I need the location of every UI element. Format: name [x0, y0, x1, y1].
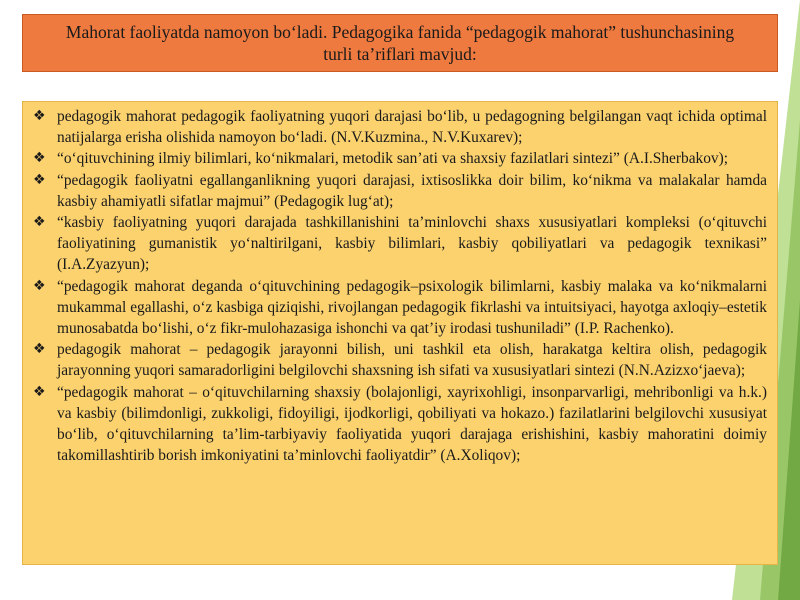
diamond-bullet-icon: ❖ — [33, 277, 46, 294]
list-item-text: pedagogik mahorat pedagogik faoliyatning yuqori darajasi bo‘lib, u pedagogning belgilangan vaqt ichida optimal natijalarga erisha olishida namoyon bo‘ladi. (N.V.Kuzmina., N.V.Kuxarev); — [57, 108, 767, 147]
list-item-text: “pedagogik mahorat deganda o‘qituvchining pedagogik–psixologik bilimlarni, kasbiy malaka va ko‘nikmalarni mukammal egallashi, o‘z kasbiga qiziqishi, rivojlangan pedagogik fikrlashi va intuitsiyaci, hayotga axloqiy–estetik munosabatda bo‘lishi, o‘z fikr-mulohazasiga ishonchi va qat’iy irodasi tushuniladi” (I.P. Rachenko). — [57, 277, 767, 338]
list-item-text: “pedagogik faoliyatni egallanganlikning yuqori darajasi, ixtisoslikka doir bilim, ko‘nikma va malakalar hamda kasbiy ahamiyatli sifatlar majmui” (Pedagogik lug‘at); — [57, 171, 767, 210]
title-banner — [22, 14, 778, 72]
diamond-bullet-icon: ❖ — [33, 383, 46, 400]
list-item — [31, 170, 767, 212]
list-item — [31, 106, 767, 148]
list-item-text: “o‘qituvchining ilmiy bilimlari, ko‘nikmalari, metodik san’ati va shaxsiy fazilatlari sintezi” (A.I.Sherbakov); — [57, 150, 729, 168]
list-item-text: “kasbiy faoliyatning yuqori darajada tashkillanishini ta’minlovchi shaxs xususiyatlari kompleksi (o‘qituvchi faoliyatining gumanistik yo‘naltirilgani, kasbiy bilimlari, kasbiy qobiliyatlari va pedagogik texnikasi” (I.A.Zyazyun); — [57, 214, 767, 274]
diamond-bullet-icon: ❖ — [33, 214, 46, 231]
list-item — [31, 339, 767, 381]
definitions-list — [31, 106, 767, 466]
diamond-bullet-icon: ❖ — [33, 108, 46, 124]
list-item — [31, 276, 767, 340]
diamond-bullet-icon: ❖ — [33, 171, 46, 188]
list-item — [31, 148, 767, 169]
list-item-text: pedagogik mahorat – pedagogik jarayonni bilish, uni tashkil eta olish, harakatga keltira olish, pedagogik jarayonning yuqori samaradorligini belgilovchi shaxsning ish sifati va xususiyatlari sintezi (N.N.Azizxo‘jaeva); — [57, 341, 767, 380]
diamond-bullet-icon: ❖ — [33, 341, 46, 358]
list-item — [31, 382, 767, 467]
diamond-bullet-icon: ❖ — [33, 150, 46, 167]
list-item — [31, 212, 767, 276]
definitions-panel — [22, 101, 778, 565]
slide-title: Mahorat faoliyatda namoyon bo‘ladi. Pedagogika fanida “pedagogik mahorat” tushunchasining turli ta’riflari mavjud: — [65, 22, 735, 64]
list-item-text: “pedagogik mahorat – o‘qituvchilarning shaxsiy (bolajonligi, xayrixohligi, insonparvarligi, mehribonligi va h.k.) va kasbiy (bilimdonligi, zukkoligi, fidoyiligi, ijodkorligi, qobiliyati va hokazo.) fazilatlarini belgilovchi xususiyat bo‘lib, o‘qituvchilarning ta’lim-tarbiyaviy faoliyatida yuqori darajaga erishishini, kasbiy mahoratini doimiy takomillashtirib borish imkoniyatini ta’minlovchi faoliyatdir” (A.Xoliqov); — [57, 383, 767, 465]
